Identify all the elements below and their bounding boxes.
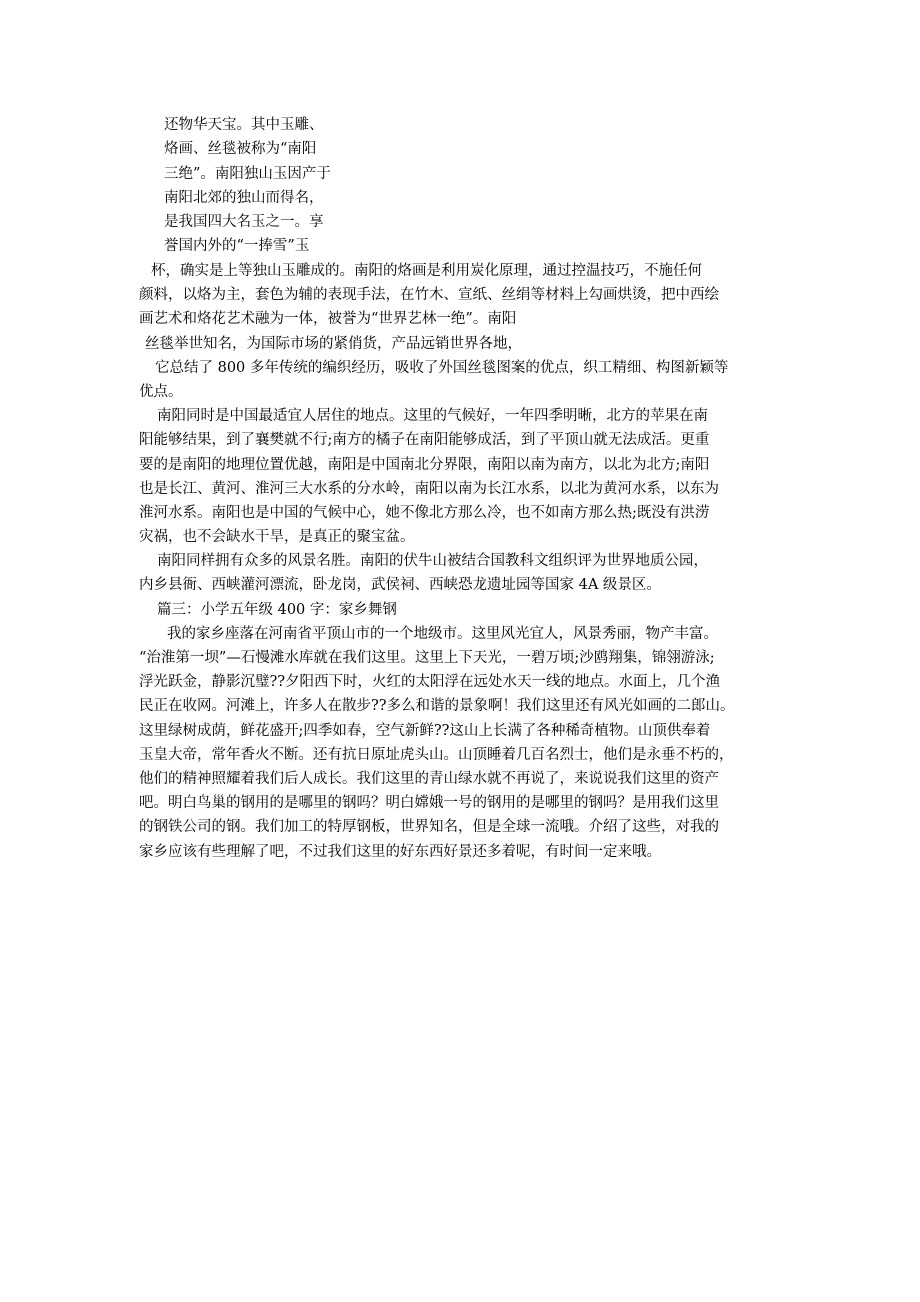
text-line: 颜料，以烙为主，套色为辅的表现手法，在竹木、宣纸、丝绢等材料上勾画烘烫，把中西绘 xyxy=(139,287,719,304)
text-line: 丝毯举世知名，为国际市场的紧俏货，产品远销世界各地， xyxy=(145,335,522,352)
text-line: 杯，确实是上等独山玉雕成的。南阳的烙画是利用炭化原理，通过控温技巧，不施任何 xyxy=(151,263,702,279)
text-line: 玉皇大帝，常年香火不断。还有抗日原址虎头山。山顶睡着几百名烈士，他们是永垂不朽的， xyxy=(139,746,734,763)
text-line: 优点。 xyxy=(139,383,183,400)
text-line: 画艺术和烙花艺术融为一体，被誉为“世界艺林一绝”。南阳 xyxy=(139,311,517,328)
text-line: 也是长江、黄河、淮河三大水系的分水岭，南阳以南为长江水系，以北为黄河水系，以东为 xyxy=(139,480,719,497)
text-line: 内乡县衙、西峡灌河漂流，卧龙岗，武侯祠、西峡恐龙遗址园等国家 4A 级景区。 xyxy=(139,577,661,594)
text-line: “治淮第一坝”—石慢滩水库就在我们这里。这里上下天光，一碧万顷;沙鸥翔集，锦翎游泳; xyxy=(139,650,715,666)
paragraph-start: 南阳同样拥有众多的风景名胜。南阳的伏牛山被结合国教科文组织评为世界地质公园， xyxy=(157,553,708,570)
text-line: 要的是南阳的地理位置优越，南阳是中国南北分界限，南阳以南为南方，以北为北方;南阳 xyxy=(139,456,710,473)
text-line: 浮光跃金，静影沉璧??夕阳西下时，火红的太阳浮在远处水天一线的地点。水面上，几个渔 xyxy=(139,674,721,691)
narrow-column xyxy=(164,113,384,259)
paragraph-start: 我的家乡座落在河南省平顶山市的一个地级市。这里风光宜人，风景秀丽，物产丰富。 xyxy=(167,625,718,642)
text-line: 三绝”。南阳独山玉因产于 xyxy=(164,165,331,182)
text-line: 灾祸，也不会缺水干旱，是真正的聚宝盆。 xyxy=(139,529,415,546)
text-line: 阳能够结果，到了襄樊就不行;南方的橘子在南阳能够成活，到了平顶山就无法成活。更重 xyxy=(139,432,710,449)
text-line: 南阳北郊的独山而得名， xyxy=(164,189,324,206)
text-line: 淮河水系。南阳也是中国的气候中心，她不像北方那么冷，也不如南方那么热;既没有洪涝 xyxy=(139,504,710,521)
text-line: 他们的精神照耀着我们后人成长。我们这里的青山绿水就不再说了，来说说我们这里的资产 xyxy=(139,770,719,787)
paragraph-start: 南阳同时是中国最适宜人居住的地点。这里的气候好，一年四季明晰，北方的苹果在南 xyxy=(157,408,708,425)
text-line: 这里绿树成荫，鲜花盛开;四季如春，空气新鲜??这山上长满了各种稀奇植物。山顶供奉着 xyxy=(139,722,711,739)
text-line: 是我国四大名玉之一。享 xyxy=(164,214,324,231)
text-line: 它总结了 800 多年传统的编织经历，吸收了外国丝毯图案的优点，织工精细、构图新颖等 xyxy=(155,359,729,376)
section-heading: 篇三：小学五年级 400 字：家乡舞钢 xyxy=(157,601,397,618)
text-line: 誉国内外的“一捧雪”玉 xyxy=(164,238,310,255)
text-line: 民正在收网。河滩上，许多人在散步??多么和谐的景象啊！我们这里还有风光如画的二郎山。 xyxy=(139,698,735,715)
text-line: 烙画、丝毯被称为“南阳 xyxy=(164,141,317,158)
document-body xyxy=(139,259,785,864)
text-line: 的钢铁公司的钢。我们加工的特厚钢板，世界知名，但是全球一流哦。介绍了这些，对我的 xyxy=(139,819,719,836)
text-line: 家乡应该有些理解了吧，不过我们这里的好东西好景还多着呢，有时间一定来哦。 xyxy=(139,843,661,860)
text-line: 还物华天宝。其中玉雕、 xyxy=(164,117,324,133)
text-line: 吧。明白鸟巢的钢用的是哪里的钢吗？明白嫦娥一号的钢用的是哪里的钢吗？是用我们这里 xyxy=(139,795,719,812)
